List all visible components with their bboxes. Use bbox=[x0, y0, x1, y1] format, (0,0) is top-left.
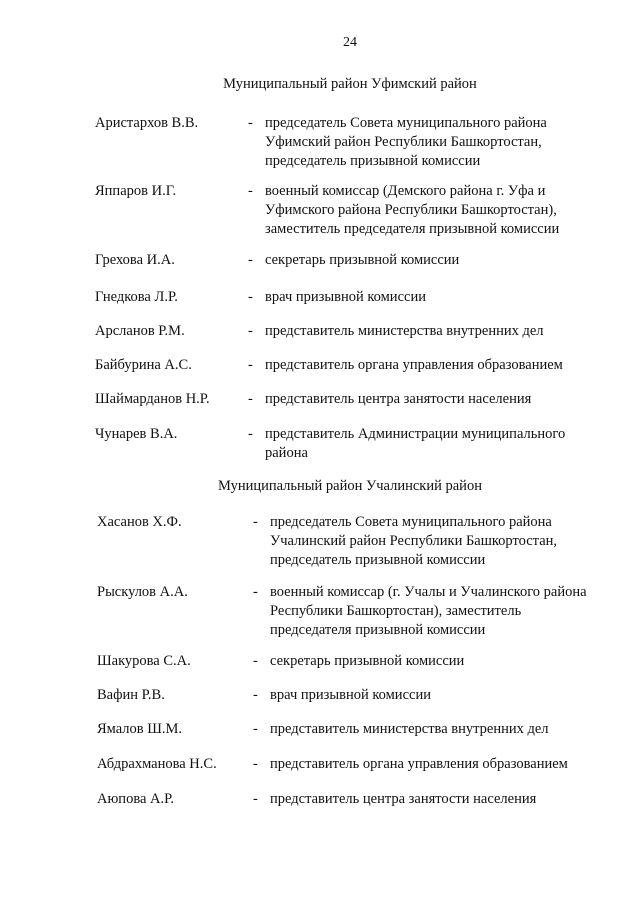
member-dash: - bbox=[253, 653, 258, 669]
member-name: Гнедкова Л.Р. bbox=[95, 289, 178, 305]
member-role: представитель центра занятости населения bbox=[265, 391, 532, 407]
member-dash: - bbox=[253, 687, 258, 703]
member-role: врач призывной комиссии bbox=[265, 289, 426, 305]
member-role: секретарь призывной комиссии bbox=[265, 252, 460, 268]
member-role: военный комиссар (г. Учалы и Учалинского района Республики Башкортостан), заместитель председателя призывной комиссии bbox=[270, 584, 587, 638]
member-name: Вафин Р.В. bbox=[97, 687, 165, 703]
member-role: председатель Совета муниципального района Уфимский район Республики Башкортостан, председатель призывной комиссии bbox=[265, 115, 547, 169]
member-name: Ямалов Ш.М. bbox=[97, 721, 183, 737]
member-dash: - bbox=[248, 357, 253, 373]
member-dash: - bbox=[253, 514, 258, 530]
member-dash: - bbox=[248, 289, 253, 305]
member-dash: - bbox=[248, 115, 253, 131]
member-role: председатель Совета муниципального района Учалинский район Республики Башкортостан, председатель призывной комиссии bbox=[270, 514, 558, 568]
member-dash: - bbox=[253, 584, 258, 600]
section-title-uchaly: Муниципальный район Учалинский район bbox=[218, 478, 482, 494]
member-name: Аюпова А.Р. bbox=[97, 791, 175, 807]
member-name: Яппаров И.Г. bbox=[95, 183, 177, 199]
member-name: Хасанов Х.Ф. bbox=[97, 514, 182, 530]
member-name: Аристархов В.В. bbox=[95, 115, 199, 131]
member-role: представитель министерства внутренних дел bbox=[270, 721, 549, 737]
member-dash: - bbox=[253, 756, 258, 772]
member-name: Байбурина А.С. bbox=[95, 357, 192, 373]
member-name: Арсланов Р.М. bbox=[95, 323, 185, 339]
member-name: Шаймарданов Н.Р. bbox=[95, 391, 210, 407]
member-dash: - bbox=[248, 391, 253, 407]
member-name: Шакурова С.А. bbox=[97, 653, 191, 669]
member-dash: - bbox=[248, 252, 253, 268]
member-role: военный комиссар (Демского района г. Уфа и Уфимского района Республики Башкортостан), заместитель председателя призывной комиссии bbox=[265, 183, 560, 237]
member-role: представитель органа управления образованием bbox=[270, 756, 568, 772]
section-title-ufa: Муниципальный район Уфимский район bbox=[223, 76, 477, 92]
member-dash: - bbox=[253, 791, 258, 807]
member-dash: - bbox=[248, 426, 253, 442]
member-dash: - bbox=[253, 721, 258, 737]
member-role: представитель министерства внутренних дел bbox=[265, 323, 544, 339]
member-role: представитель Администрации муниципального района bbox=[265, 426, 566, 461]
member-role: представитель органа управления образованием bbox=[265, 357, 563, 373]
member-dash: - bbox=[248, 183, 253, 199]
member-role: представитель центра занятости населения bbox=[270, 791, 537, 807]
member-name: Чунарев В.А. bbox=[95, 426, 178, 442]
member-name: Грехова И.А. bbox=[95, 252, 175, 268]
member-role: врач призывной комиссии bbox=[270, 687, 431, 703]
member-dash: - bbox=[248, 323, 253, 339]
page-number: 24 bbox=[343, 35, 357, 50]
member-name: Абдрахманова Н.С. bbox=[97, 756, 217, 772]
member-name: Рыскулов А.А. bbox=[97, 584, 188, 600]
member-role: секретарь призывной комиссии bbox=[270, 653, 465, 669]
